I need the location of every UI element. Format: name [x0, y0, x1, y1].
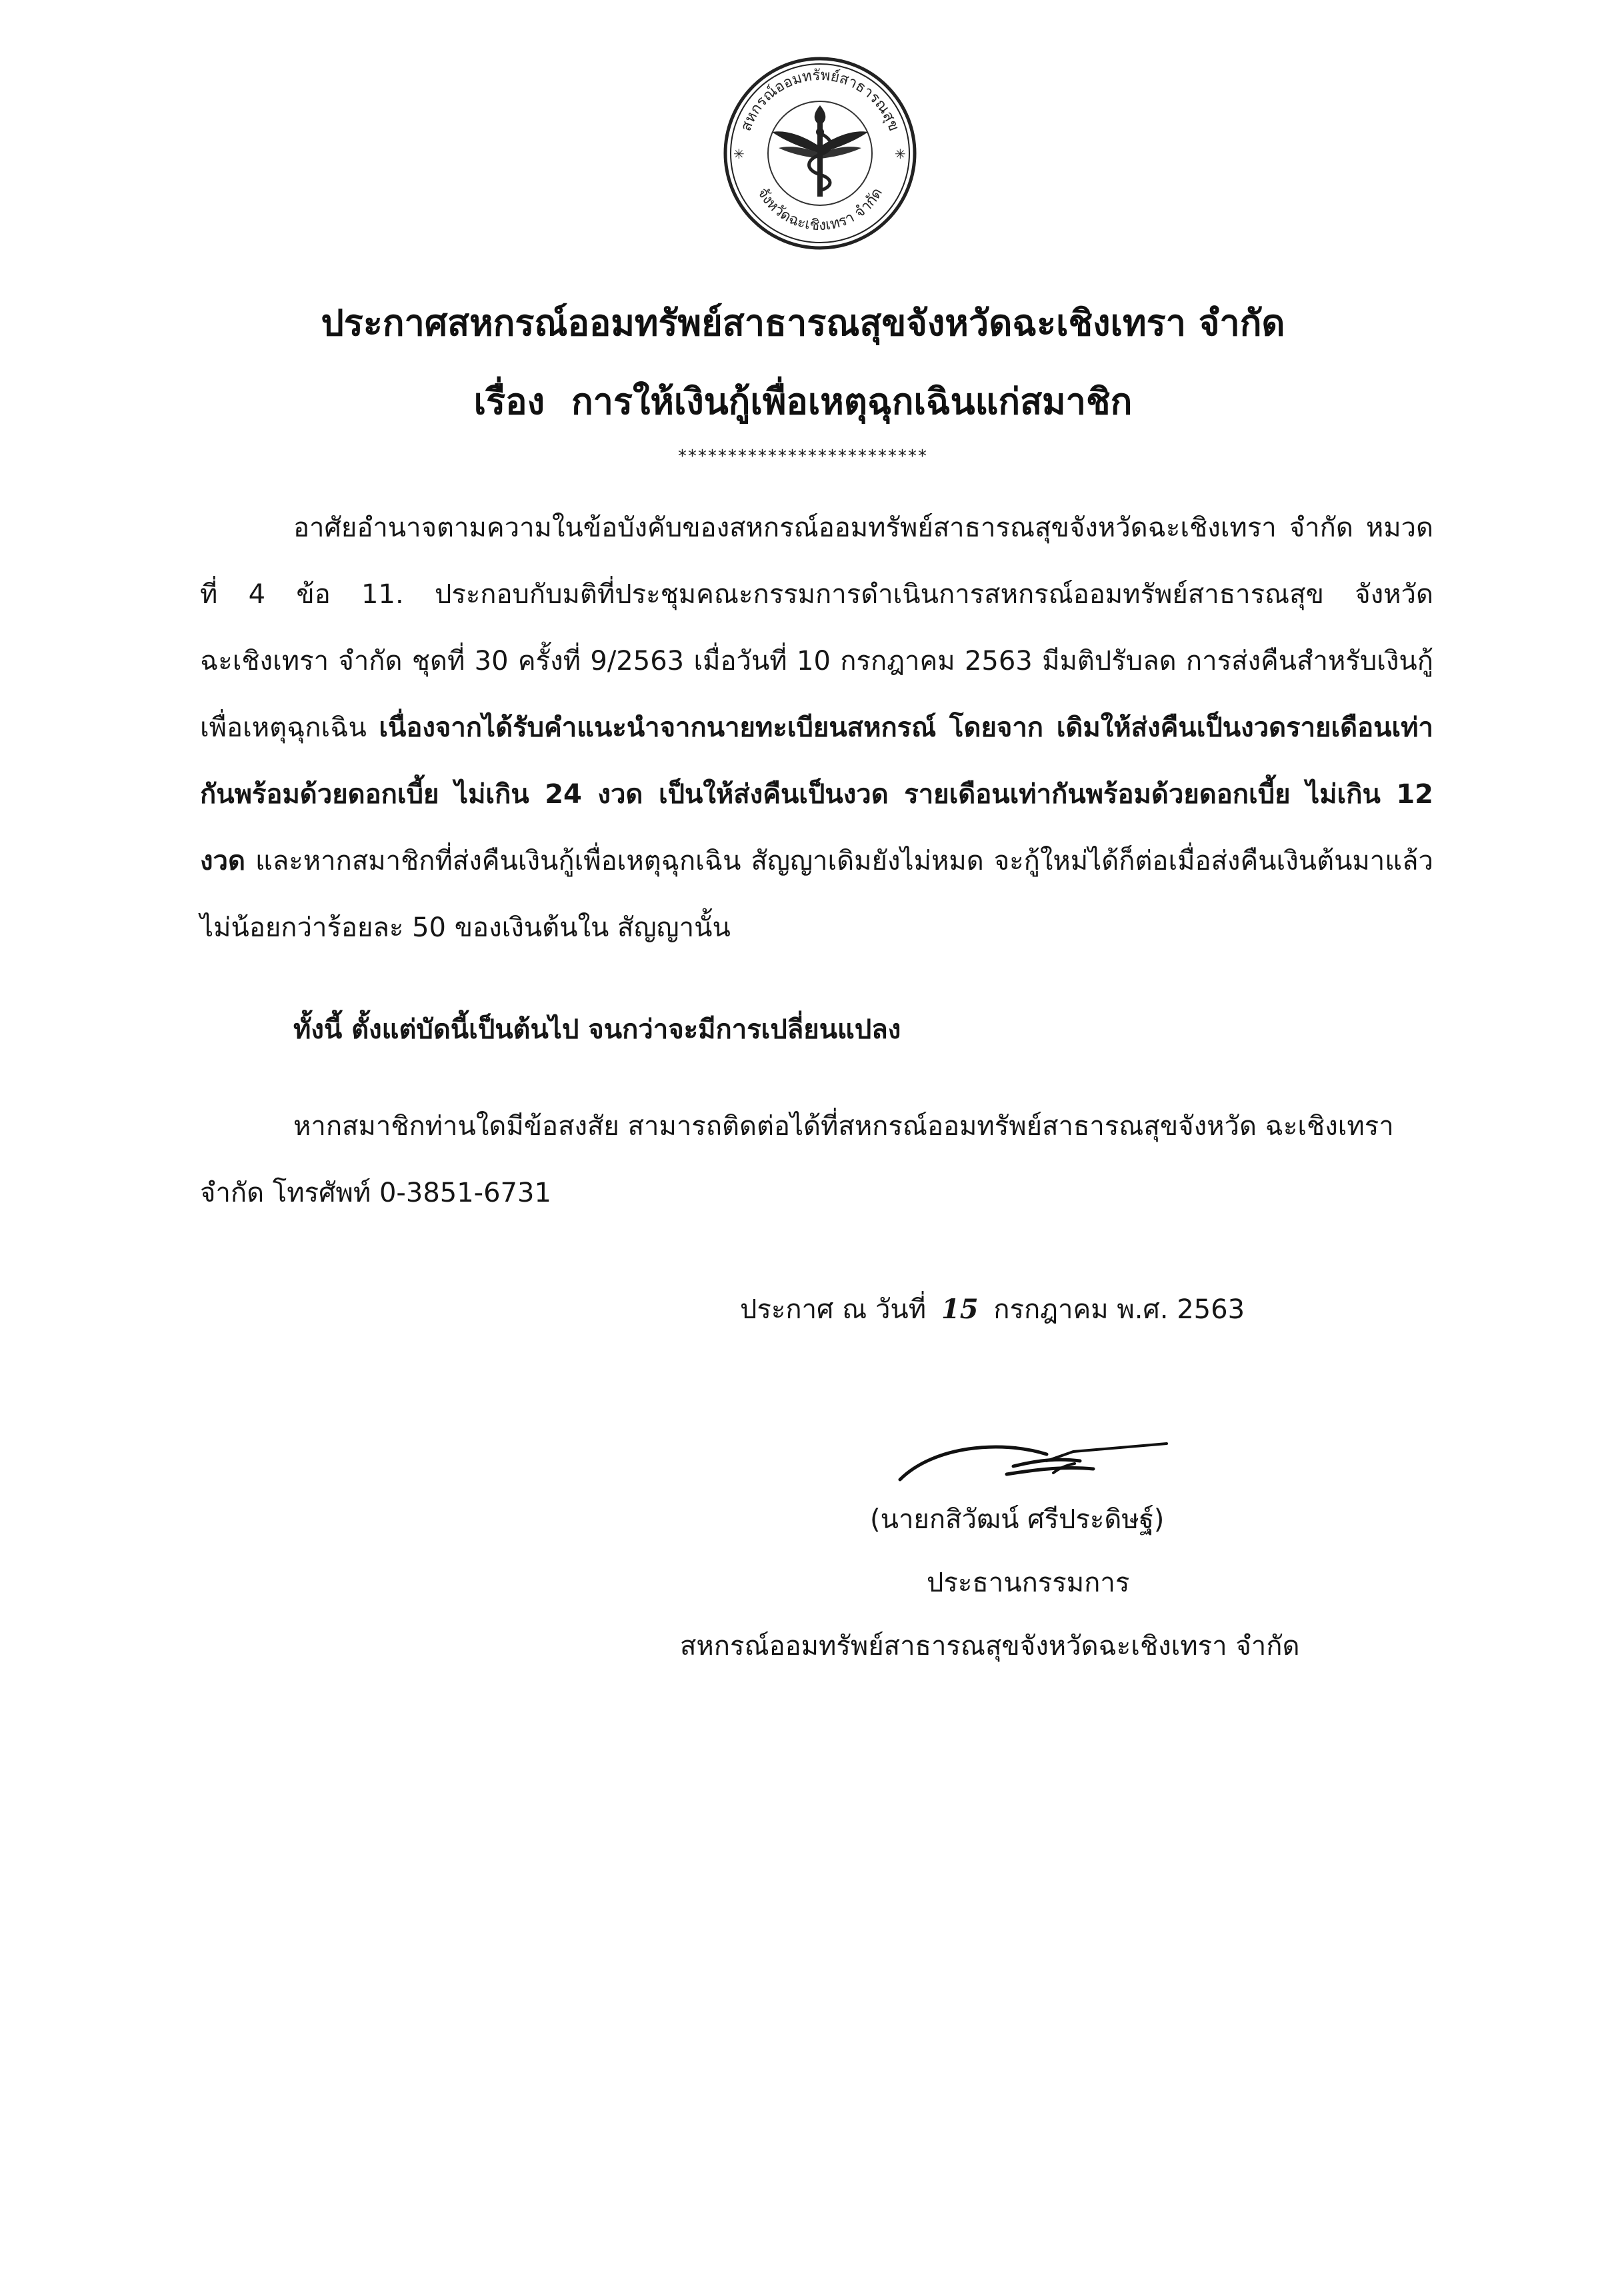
- subject-text: การให้เงินกู้เพื่อเหตุฉุกเฉินแก่สมาชิก: [571, 381, 1133, 423]
- svg-text:✳: ✳: [895, 146, 906, 162]
- paragraph-effective: ทั้งนี้ ตั้งแต่บัดนี้เป็นต้นไป จนกว่าจะมีการเปลี่ยนแปลง: [293, 1014, 901, 1045]
- svg-text:✳: ✳: [733, 146, 745, 162]
- signatory-position: ประธานกรรมการ: [927, 1568, 1130, 1598]
- signatory-name: (นายกสิวัฒน์ ศรีประดิษฐ์): [870, 1504, 1165, 1535]
- announcement-title: ประกาศสหกรณ์ออมทรัพย์สาธารณสุขจังหวัดฉะเชิงเทรา จำกัด: [321, 302, 1285, 344]
- cooperative-seal-logo: [720, 53, 920, 253]
- announcement-date: [740, 1286, 1245, 1333]
- paragraph-main-part2: และหากสมาชิกที่ส่งคืนเงินกู้เพื่อเหตุฉุกเฉิน สัญญาเดิมยังไม่หมด จะกู้ใหม่ได้ก็ต่อเมื่อส่งคืนเงินต้นมาแล้วไม่น้อยกว่าร้อยละ 50 ของเงินต้นใน สัญญานั้น: [200, 846, 1433, 943]
- announcement-subject: [0, 379, 1606, 425]
- paragraph-main-part1: อาศัยอำนาจตามความในข้อบังคับของสหกรณ์ออมทรัพย์สาธารณสุขจังหวัดฉะเชิงเทรา จำกัด หมวดที่ 4 ข้อ 11. ประกอบกับมติที่ประชุมคณะกรรมการดำเนินการสหกรณ์ออมทรัพย์สาธารณสุข จังหวัดฉะเชิงเทรา จำกัด ชุดที่ 30 ครั้งที่ 9/2563 เมื่อวันที่ 10 กรกฎาคม 2563 มีมติปรับลด การส่งคืนสำหรับเงินกู้เพื่อเหตุฉุกเฉิน: [200, 513, 1433, 743]
- svg-text:จังหวัดฉะเชิงเทรา จำกัด: จังหวัดฉะเชิงเทรา จำกัด: [754, 185, 886, 235]
- subject-label: เรื่อง: [473, 381, 545, 423]
- paragraph-contact: หากสมาชิกท่านใดมีข้อสงสัย สามารถติดต่อได้ที่สหกรณ์ออมทรัพย์สาธารณสุขจังหวัด ฉะเชิงเทรา จำกัด โทรศัพท์ 0-3851-6731: [200, 1111, 1394, 1208]
- signatory-organization: สหกรณ์ออมทรัพย์สาธารณสุขจังหวัดฉะเชิงเทรา จำกัด: [680, 1631, 1300, 1662]
- paragraph-main-bold: เนื่องจากได้รับคำแนะนำจากนายทะเบียนสหกรณ์ โดยจาก เดิมให้ส่งคืนเป็นงวดรายเดือนเท่ากันพร้อมด้วยดอกเบี้ย ไม่เกิน 24 งวด เป็นให้ส่งคืนเป็นงวด รายเดือนเท่ากันพร้อมด้วยดอกเบี้ย ไม่เกิน 12 งวด: [200, 712, 1433, 876]
- date-day: 15: [941, 1294, 979, 1325]
- date-month-year: กรกฎาคม พ.ศ. 2563: [993, 1294, 1245, 1325]
- svg-text:สหกรณ์ออมทรัพย์สาธารณสุข: สหกรณ์ออมทรัพย์สาธารณสุข: [737, 67, 903, 134]
- date-prefix: ประกาศ ณ วันที่: [740, 1294, 927, 1325]
- paragraph-main: [200, 495, 1433, 961]
- handwritten-signature: [893, 1426, 1173, 1500]
- separator-stars: *************************: [678, 447, 928, 467]
